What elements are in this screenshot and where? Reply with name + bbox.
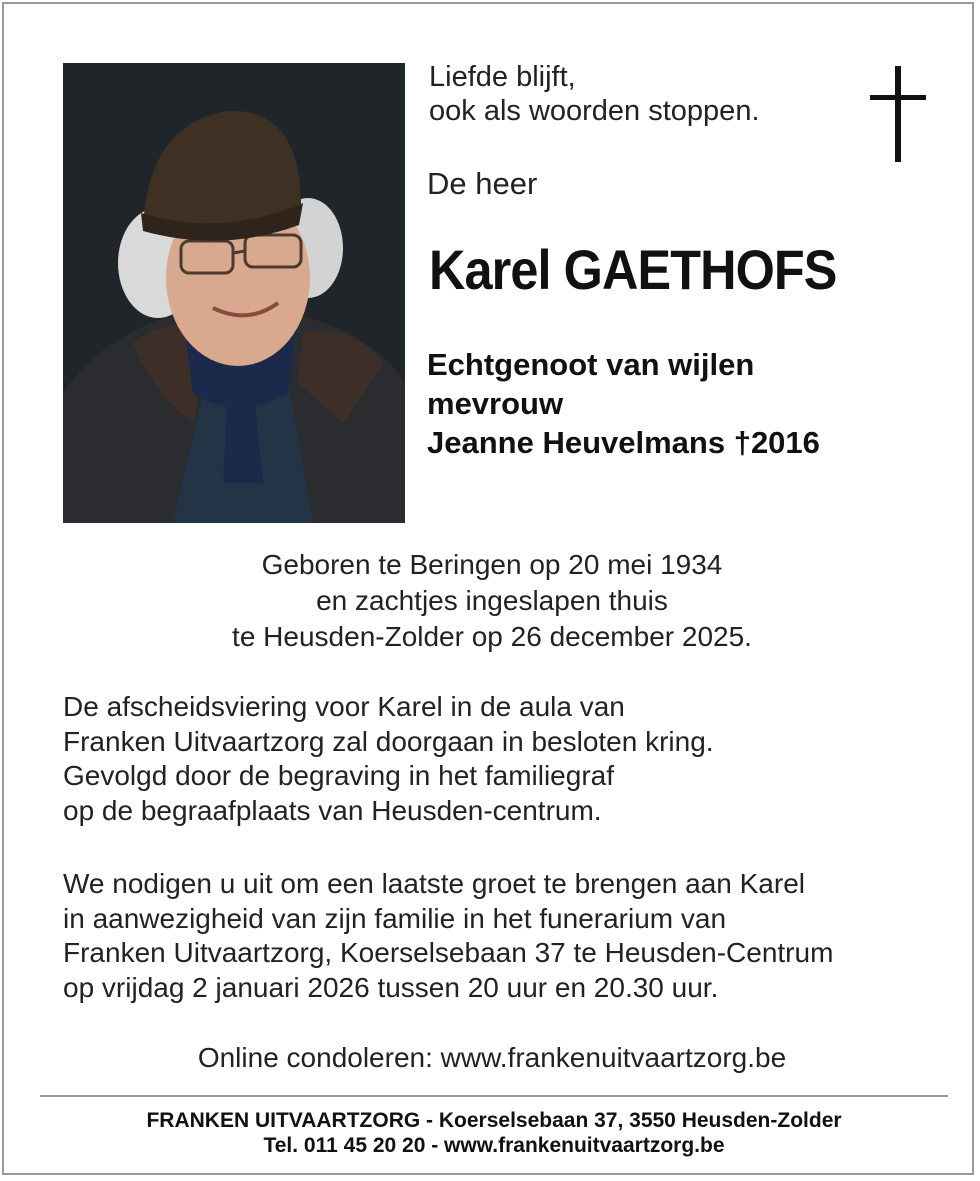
spouse-line: Echtgenoot van wijlen <box>427 347 755 382</box>
honorific: De heer <box>427 166 538 201</box>
spouse-line: mevrouw <box>427 386 564 421</box>
birth-line: Geboren te Beringen op 20 mei 1934 <box>261 549 723 580</box>
motto-line: Liefde blijft, <box>429 61 576 93</box>
deceased-name: Karel GAETHOFS <box>429 238 837 301</box>
ceremony-line: Franken Uitvaartzorg zal doorgaan in besloten kring. <box>63 725 714 757</box>
birth-line: en zachtjes ingeslapen thuis <box>316 585 668 616</box>
spouse-line: Jeanne Heuvelmans †2016 <box>427 425 820 460</box>
birth-death-info <box>4 547 980 655</box>
obituary-card <box>2 2 974 1175</box>
funeral-home-footer <box>4 1108 980 1158</box>
visitation-line: in aanwezigheid van zijn familie in het funerarium van <box>63 902 727 934</box>
visitation-line: op vrijdag 2 januari 2026 tussen 20 uur en 20.30 uur. <box>63 971 719 1003</box>
online-condolence: Online condoleren: www.frankenuitvaartzorg.be <box>197 1042 787 1073</box>
footer-address: FRANKEN UITVAARTZORG - Koerselsebaan 37, 3550 Heusden-Zolder <box>146 1109 842 1132</box>
portrait-photo <box>63 63 405 523</box>
footer-contact: Tel. 011 45 20 20 - www.frankenuitvaartzorg.be <box>263 1134 725 1157</box>
visitation-paragraph <box>63 867 833 1005</box>
divider <box>40 1095 948 1097</box>
ceremony-line: De afscheidsviering voor Karel in de aula van <box>63 691 625 722</box>
motto-line: ook als woorden stoppen. <box>429 95 760 127</box>
visitation-line: We nodigen u uit om een laatste groet te brengen aan Karel <box>63 868 805 899</box>
spouse-info <box>427 345 820 462</box>
birth-line: te Heusden-Zolder op 26 december 2025. <box>232 621 752 652</box>
cross-icon <box>870 66 926 162</box>
visitation-line: Franken Uitvaartzorg, Koerselsebaan 37 te Heusden-Centrum <box>63 937 834 968</box>
motto <box>429 60 760 128</box>
ceremony-line: Gevolgd door de begraving in het familiegraf <box>63 760 615 791</box>
ceremony-paragraph <box>63 690 714 828</box>
ceremony-line: op de begraafplaats van Heusden-centrum. <box>63 794 602 826</box>
